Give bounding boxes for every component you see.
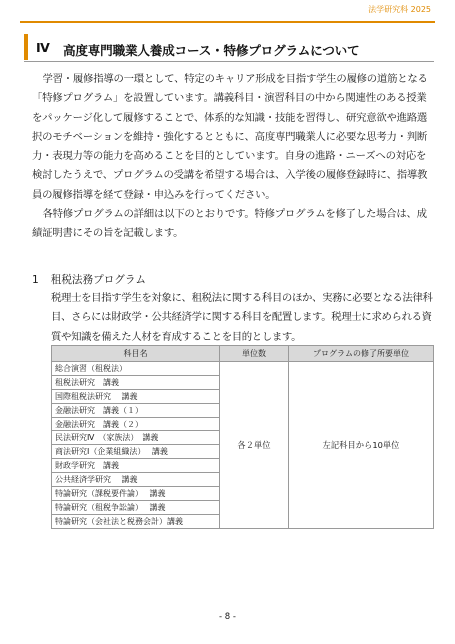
course-name: 特論研究（会社法と税務会計）講義 [52, 514, 220, 528]
section-title-rule [24, 61, 434, 62]
table-header-row [52, 346, 434, 362]
column-header-course: 科目名 [52, 346, 220, 362]
course-table [51, 345, 434, 529]
course-name: 公共経済学研究 講義 [52, 473, 220, 487]
section-title: 高度専門職業人養成コース・特修プログラムについて [63, 43, 360, 58]
table-row [52, 362, 434, 376]
course-name: 総合演習（租税法） [52, 362, 220, 376]
course-name: 商法研究Ⅰ（企業組織法） 講義 [52, 445, 220, 459]
header-rule [20, 21, 435, 23]
course-name: 金融法研究 講義（２） [52, 417, 220, 431]
program-heading [32, 272, 146, 287]
course-name: 租税法研究 講義 [52, 375, 220, 389]
intro-text [32, 70, 432, 244]
running-header: 法学研究科 2025 [368, 5, 431, 14]
course-name: 財政学研究 講義 [52, 459, 220, 473]
program-number: 1 [32, 274, 39, 286]
course-name: 特論研究（課税要件論） 講義 [52, 487, 220, 501]
program-title: 租税法務プログラム [50, 274, 146, 286]
intro-paragraph: 学習・履修指導の一環として、特定のキャリア形成を目指す学生の履修の道筋となる「特修プログラム」を設置しています。講義科目・演習科目の中から関連性のある授業をパッケージ化して履修することで、体系的な知識・技能を習得し、研究意欲や進路選択のモチベーションを維持・強化するとともに、高度専門職業人に必要な思考力・判断力・表現力等の能力を高めることを目的としています。自身の進路・ニーズへの対応を検討したうえで、プログラムの受講を希望する場合は、入学後の履修登録時に、指導教員の履修指導を経て登録・申込みを行ってください。 [32, 73, 428, 201]
course-name: 金融法研究 講義（１） [52, 403, 220, 417]
column-header-units: 単位数 [220, 346, 289, 362]
course-name: 特論研究（租税争訟論） 講義 [52, 500, 220, 514]
column-header-required: プログラムの修了所要単位 [289, 346, 434, 362]
section-number: Ⅳ [36, 40, 50, 55]
section-heading [24, 34, 438, 60]
intro-paragraph: 各特修プログラムの詳細は以下のとおりです。特修プログラムを修了した場合は、成績証明書にその旨を記載します。 [32, 208, 427, 240]
units-cell: 各２単位 [220, 362, 289, 529]
course-name: 民法研究Ⅳ （家族法） 講義 [52, 431, 220, 445]
program-description: 税理士を目指す学生を対象に、租税法に関する科目のほか、実務に必要となる法律科目、さらには財政学・公共経済学に関する科目を配置します。税理士に求められる資質や知識を備えた人材を育成することを目的とします。 [51, 292, 433, 343]
course-name: 国際租税法研究 講義 [52, 389, 220, 403]
required-units-cell: 左記科目から10単位 [289, 362, 434, 529]
page-number: - 8 - [219, 612, 236, 622]
